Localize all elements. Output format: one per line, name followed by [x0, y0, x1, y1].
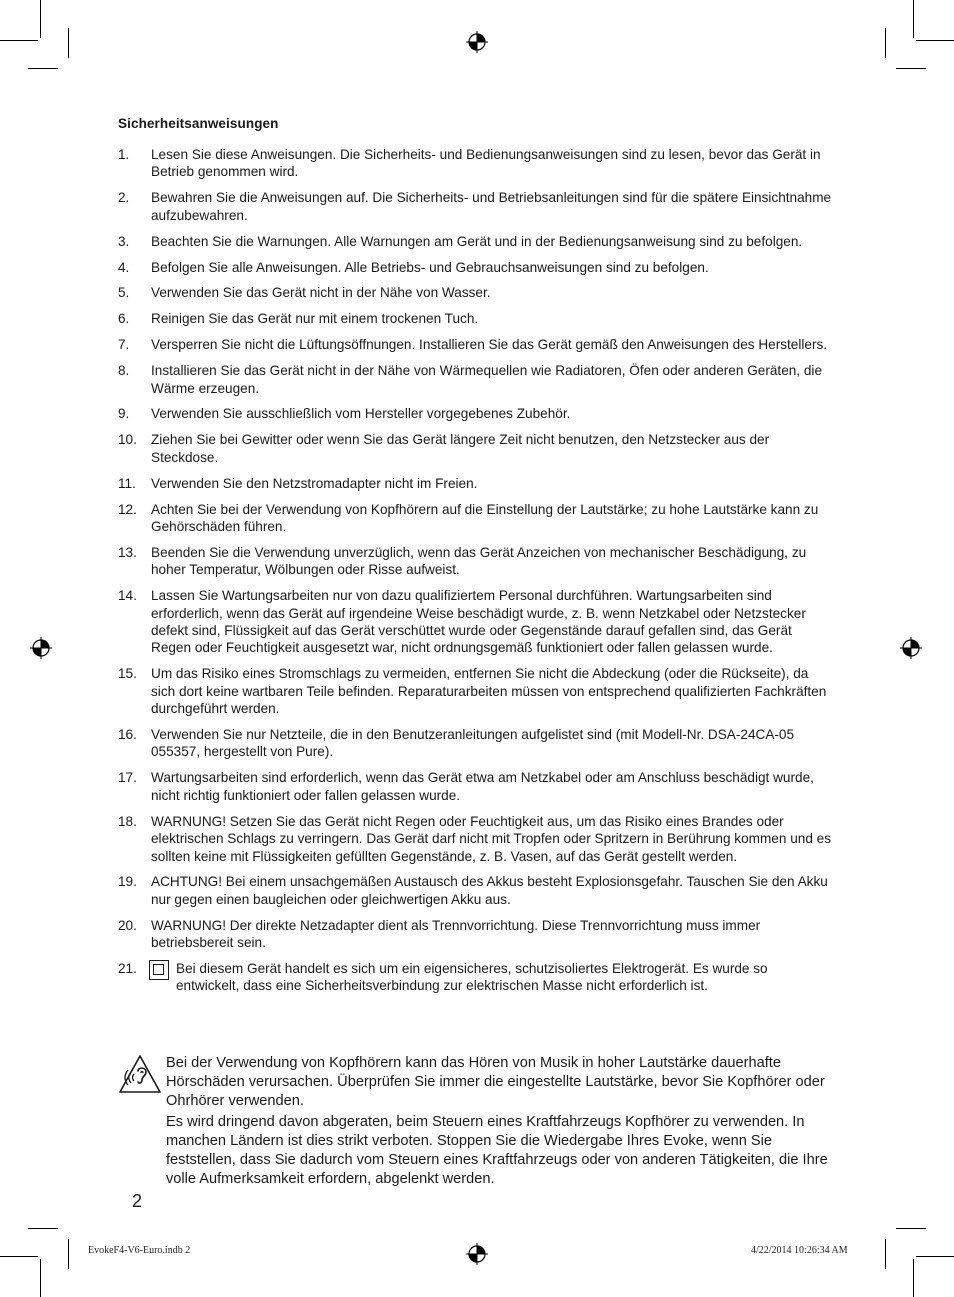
list-item-text: Beachten Sie die Warnungen. Alle Warnungen am Gerät und in der Bedienungsanweisung sind zu befolgen. [151, 233, 803, 249]
crop-mark [28, 1228, 58, 1229]
list-item-double-insulation [118, 960, 834, 995]
crop-mark [28, 68, 58, 69]
list-item [118, 362, 834, 397]
list-item [118, 665, 834, 717]
crop-mark [68, 1239, 69, 1269]
list-item-text: Reinigen Sie das Gerät nur mit einem trockenen Tuch. [151, 311, 479, 327]
crop-mark [0, 1256, 38, 1257]
crop-mark [913, 1259, 914, 1297]
list-item-number: 11. [118, 475, 136, 491]
list-item-number: 6. [118, 311, 130, 327]
footer-timestamp: 4/22/2014 10:26:34 AM [751, 1245, 848, 1256]
list-item-number: 8. [118, 363, 130, 379]
list-item-text: Installieren Sie das Gerät nicht in der Nähe von Wärmequellen wie Radiatoren, Öfen oder anderen Geräten, die Wärme erzeugen. [151, 363, 823, 396]
list-item-number: 16. [118, 727, 137, 743]
list-item [118, 726, 834, 761]
list-item-text: Lesen Sie diese Anweisungen. Die Sicherheits- und Bedienungsanweisungen sind zu lesen, bevor das Gerät in Betrieb genommen wird. [151, 147, 821, 180]
list-item-number: 12. [118, 501, 137, 517]
list-item-number: 7. [118, 337, 130, 353]
list-item-text: Verwenden Sie ausschließlich vom Hersteller vorgegebenes Zubehör. [151, 406, 571, 422]
list-item-text: Ziehen Sie bei Gewitter oder wenn Sie das Gerät längere Zeit nicht benutzen, den Netzstecker aus der Steckdose. [151, 432, 770, 465]
list-item-text: Verwenden Sie den Netzstromadapter nicht im Freien. [151, 475, 478, 491]
crop-mark [913, 0, 914, 38]
list-item [118, 544, 834, 579]
list-item [118, 284, 834, 301]
crop-mark [896, 68, 926, 69]
list-item [118, 310, 834, 327]
crop-mark [885, 28, 886, 58]
list-item [118, 587, 834, 657]
crop-mark [896, 1228, 926, 1229]
list-item-number: 3. [118, 233, 130, 249]
list-item-text: Beenden Sie die Verwendung unverzüglich, wenn das Gerät Anzeichen von mechanischer Beschädigung, zu hoher Temperatur, Wölbungen oder Risse aufweist. [151, 544, 807, 578]
list-item [118, 873, 834, 908]
registration-mark-icon [466, 31, 488, 53]
hearing-warning-icon [118, 1054, 162, 1094]
hearing-warning-paragraph: Bei der Verwendung von Kopfhörern kann das Hören von Musik in hoher Lautstärke dauerhafte Hörschäden verursachen. Überprüfen Sie immer die eingestellte Lautstärke, bevor Sie Kopfhörer oder Ohrhörer verwenden. [166, 1055, 825, 1109]
list-item-number: 14. [118, 588, 137, 604]
list-item-number: 1. [118, 147, 130, 162]
list-item-text: WARNUNG! Der direkte Netzadapter dient als Trennvorrichtung. Diese Trennvorrichtung muss immer betriebsbereit sein. [151, 917, 761, 951]
list-item [118, 431, 834, 466]
list-item-number: 4. [118, 259, 130, 275]
list-item-number: 9. [118, 406, 130, 422]
list-item-number: 21. [118, 961, 137, 977]
list-item-number: 19. [118, 874, 137, 890]
footer-filename: EvokeF4-V6-Euro.indb 2 [88, 1245, 191, 1256]
list-item-text: Lassen Sie Wartungsarbeiten nur von dazu qualifiziertem Personal durchführen. Wartungsarbeiten sind erforderlich, wenn das Gerät auf irgendeine Weise beschädigt wurde, z. B. wenn Netzkabel oder Netzstecker defekt sind, Flüssigkeit auf das Gerät verschüttet wurde oder Gegenstände darauf gefallen sind, das Gerät Regen oder Feuchtigkeit ausgesetzt war, nicht ordnungsgemäß funktioniert oder fallen gelassen wurde. [151, 588, 806, 656]
crop-mark [40, 0, 41, 38]
list-item-number: 15. [118, 666, 137, 682]
list-item [118, 917, 834, 952]
list-item [118, 259, 834, 276]
list-item-text: Um das Risiko eines Stromschlags zu vermeiden, entfernen Sie nicht die Abdeckung (oder die Rückseite), da sich dort keine wartbaren Teile befinden. Reparaturarbeiten müssen von entsprechend qualifizierten Fachkräften durchgeführt werden. [151, 666, 827, 717]
safety-instructions-list [118, 146, 834, 1003]
list-item [118, 146, 834, 181]
list-item-text: Versperren Sie nicht die Lüftungsöffnungen. Installieren Sie das Gerät gemäß den Anweisungen des Herstellers. [151, 337, 828, 353]
list-item [118, 189, 834, 224]
list-item [118, 813, 834, 865]
list-item [118, 233, 834, 250]
list-item-number: 10. [118, 432, 137, 448]
crop-mark [68, 28, 69, 58]
list-item-number: 18. [118, 813, 137, 829]
list-item [118, 501, 834, 536]
list-item-text: Achten Sie bei der Verwendung von Kopfhörern auf die Einstellung der Lautstärke; zu hohe Lautstärke kann zu Gehörschäden führen. [151, 501, 819, 534]
crop-mark [885, 1239, 886, 1269]
list-item-text: ACHTUNG! Bei einem unsachgemäßen Austausch des Akkus besteht Explosionsgefahr. Tauschen Sie den Akku nur gegen einen baugleichen oder gleichwertigen Akku aus. [151, 874, 828, 907]
list-item-text: Bewahren Sie die Anweisungen auf. Die Sicherheits- und Betriebsanleitungen sind für die spätere Einsichtnahme aufzubewahren. [151, 190, 832, 223]
list-item-number: 2. [118, 190, 130, 206]
crop-mark [916, 40, 954, 41]
list-item-number: 13. [118, 544, 137, 560]
list-item-text: Bei diesem Gerät handelt es sich um ein eigensicheres, schutzisoliertes Elektrogerät. Es wurde so entwickelt, dass eine Sicherheitsverbindung zur elektrischen Masse nicht erforderlich ist. [176, 961, 768, 994]
registration-mark-icon [466, 1243, 488, 1265]
crop-mark [40, 1259, 41, 1297]
section-heading: Sicherheitsanweisungen [118, 116, 279, 131]
crop-mark [916, 1256, 954, 1257]
list-item [118, 475, 834, 492]
list-item-number: 17. [118, 770, 137, 786]
list-item-text: Verwenden Sie nur Netzteile, die in den Benutzeranleitungen aufgelistet sind (mit Modell-Nr. DSA-24CA-05 055357, hergestellt von Pure). [151, 727, 795, 760]
list-item [118, 769, 834, 804]
hearing-warning [118, 1054, 834, 1191]
list-item [118, 405, 834, 422]
double-insulation-icon [149, 960, 169, 980]
registration-mark-icon [900, 637, 922, 659]
list-item-text: Befolgen Sie alle Anweisungen. Alle Betriebs- und Gebrauchsanweisungen sind zu befolgen. [151, 259, 709, 275]
list-item-number: 20. [118, 917, 137, 933]
crop-mark [0, 40, 38, 41]
list-item-text: WARNUNG! Setzen Sie das Gerät nicht Regen oder Feuchtigkeit aus, um das Risiko eines Brandes oder elektrischen Schlags zu verringern. Das Gerät darf nicht mit Tropfen oder Spritzern in Berührung kommen und es sollten keine mit Flüssigkeiten gefüllten Gegenstände, z. B. Vasen, auf das Gerät gestellt werden. [151, 813, 832, 864]
list-item-number: 5. [118, 285, 130, 301]
registration-mark-icon [30, 637, 52, 659]
list-item-text: Verwenden Sie das Gerät nicht in der Nähe von Wasser. [151, 285, 491, 301]
list-item [118, 336, 834, 353]
page-number: 2 [132, 1191, 143, 1211]
driving-warning-paragraph: Es wird dringend davon abgeraten, beim Steuern eines Kraftfahrzeugs Kopfhörer zu verwenden. In manchen Ländern ist dies strikt verboten. Stoppen Sie die Wiedergabe Ihres Evoke, wenn Sie feststellen, dass Sie dadurch vom Steuern eines Kraftfahrzeugs oder von anderen Tätigkeiten, die Ihre volle Aufmerksamkeit erfordern, abgelenkt werden. [166, 1114, 828, 1187]
list-item-text: Wartungsarbeiten sind erforderlich, wenn das Gerät etwa am Netzkabel oder am Anschluss beschädigt wurde, nicht richtig funktioniert oder fallen gelassen wurde. [151, 770, 814, 803]
